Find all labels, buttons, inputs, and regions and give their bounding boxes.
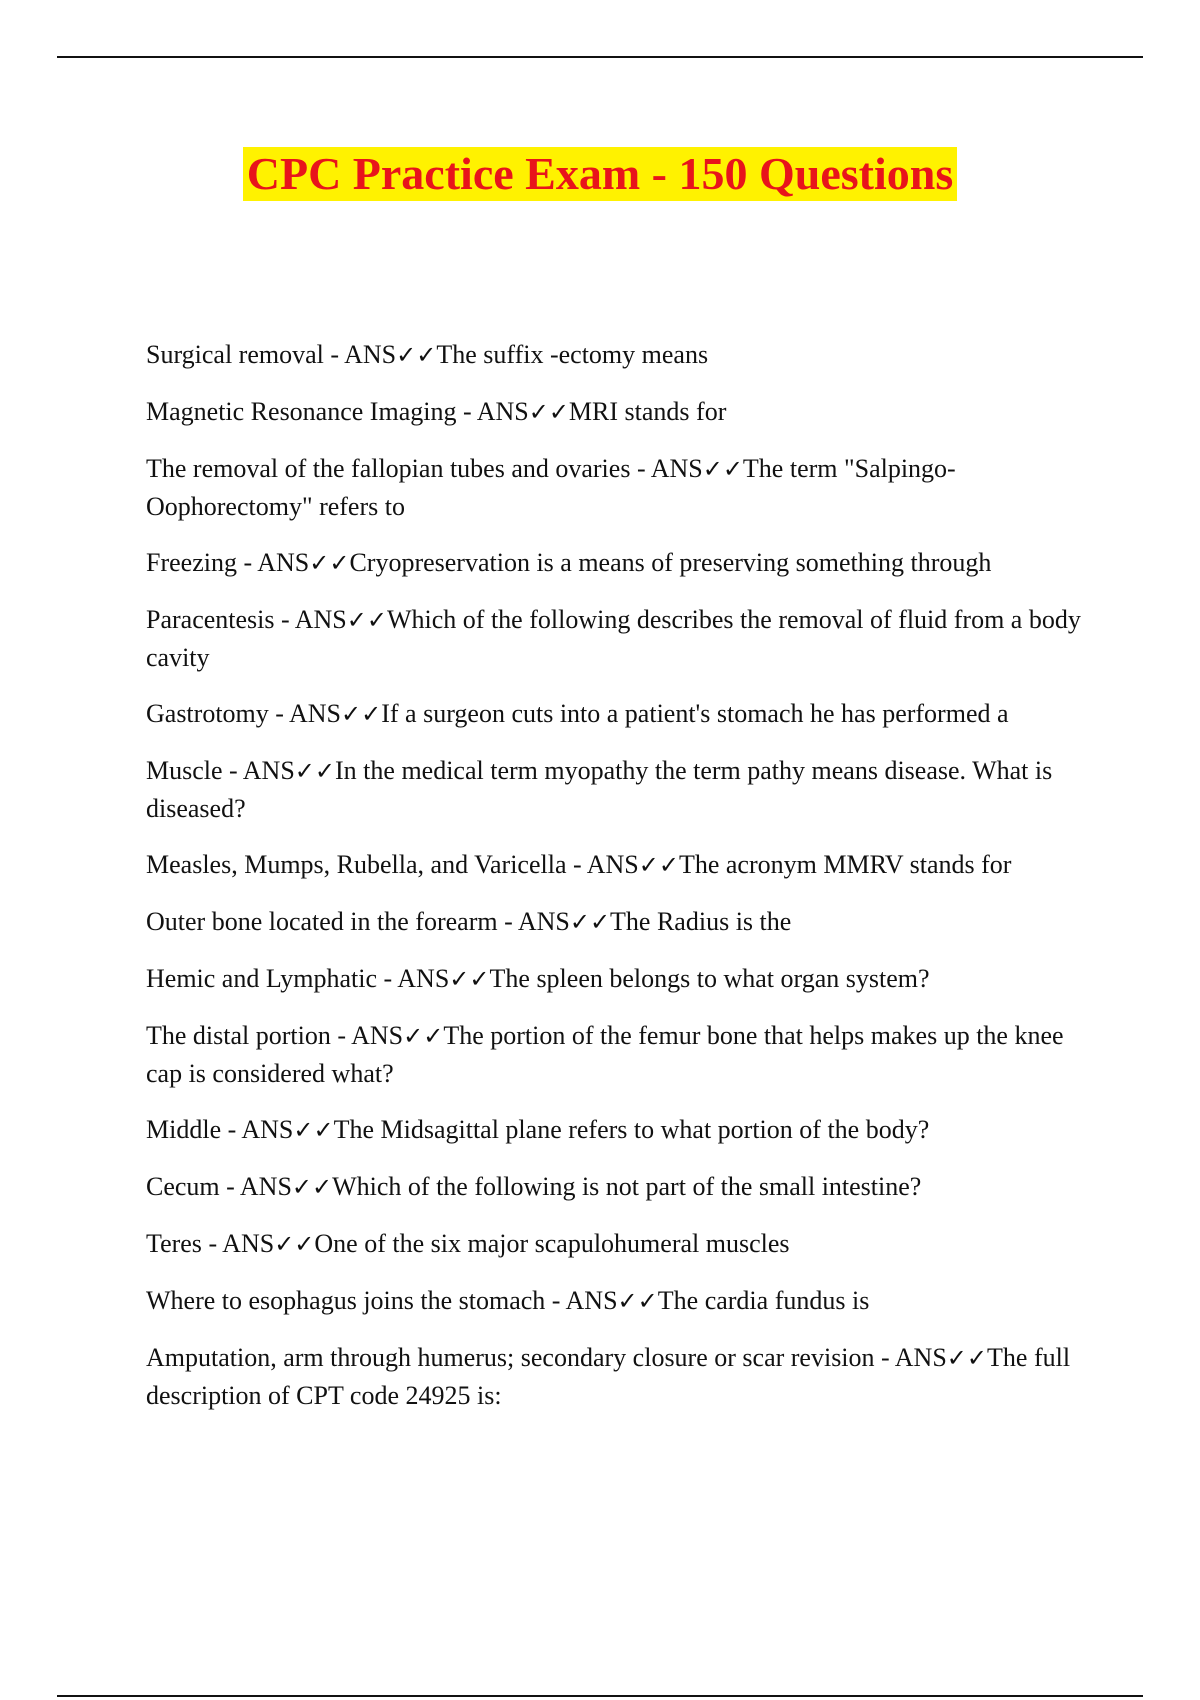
- check-marks: ✓✓: [638, 851, 679, 879]
- answer-text: Paracentesis: [146, 605, 275, 634]
- separator: -: [497, 907, 518, 936]
- qa-item: [146, 695, 1096, 733]
- question-text: One of the six major scapulohumeral muscles: [314, 1229, 790, 1258]
- bottom-rule: [57, 1695, 1143, 1697]
- answer-text: Muscle: [146, 756, 223, 785]
- answer-marker: ANS: [894, 1343, 947, 1372]
- check-marks: ✓✓: [946, 1344, 988, 1372]
- answer-marker: ANS: [517, 907, 570, 936]
- separator: -: [377, 964, 398, 993]
- answer-text: Surgical removal: [146, 340, 324, 369]
- separator: -: [221, 1115, 242, 1144]
- top-rule: [57, 56, 1143, 58]
- answer-text: Gastrotomy: [146, 699, 269, 728]
- question-text: The Midsagittal plane refers to what portion of the body?: [333, 1115, 930, 1144]
- separator: -: [222, 756, 243, 785]
- qa-item: [146, 1168, 1096, 1206]
- question-text: Cryopreservation is a means of preserving something through: [349, 548, 992, 577]
- answer-marker: ANS: [257, 548, 310, 577]
- answer-marker: ANS: [351, 1021, 404, 1050]
- question-text: The suffix -ectomy means: [436, 340, 709, 369]
- check-marks: ✓✓: [528, 398, 569, 426]
- separator: -: [219, 1172, 240, 1201]
- answer-marker: ANS: [650, 454, 703, 483]
- separator: -: [330, 1021, 352, 1050]
- answer-text: Amputation, arm through humerus; secondary closure or scar revision: [146, 1343, 875, 1372]
- separator: -: [874, 1343, 895, 1372]
- answer-text: Hemic and Lymphatic: [146, 964, 378, 993]
- separator: -: [323, 340, 345, 369]
- answer-text: Outer bone located in the forearm: [146, 907, 498, 936]
- question-text: The spleen belongs to what organ system?: [489, 964, 930, 993]
- answer-marker: ANS: [565, 1286, 618, 1315]
- question-text: Which of the following is not part of the small intestine?: [332, 1172, 922, 1201]
- answer-text: Magnetic Resonance Imaging: [146, 397, 457, 426]
- qa-item: [146, 846, 1096, 884]
- qa-item: [146, 601, 1096, 676]
- answer-text: The distal portion: [146, 1021, 331, 1050]
- separator: -: [201, 1229, 223, 1258]
- check-marks: ✓✓: [396, 341, 437, 369]
- answer-marker: ANS: [586, 850, 639, 879]
- qa-list: [146, 336, 1096, 1433]
- check-marks: ✓✓: [702, 455, 743, 483]
- check-marks: ✓✓: [449, 965, 490, 993]
- answer-marker: ANS: [294, 605, 347, 634]
- qa-item: [146, 544, 1096, 582]
- check-marks: ✓✓: [341, 700, 382, 728]
- answer-text: Measles, Mumps, Rubella, and Varicella: [146, 850, 567, 879]
- qa-item: [146, 336, 1096, 374]
- page-title: CPC Practice Exam - 150 Questions: [243, 147, 958, 201]
- answer-marker: ANS: [344, 340, 397, 369]
- qa-item: [146, 960, 1096, 998]
- separator: -: [268, 699, 289, 728]
- qa-item: [146, 450, 1096, 525]
- separator: -: [545, 1286, 566, 1315]
- qa-item: [146, 1017, 1096, 1092]
- answer-text: The removal of the fallopian tubes and ovaries: [146, 454, 631, 483]
- qa-item: [146, 1111, 1096, 1149]
- question-text: The term "Salpingo-Oophorectomy" refers to: [146, 454, 956, 521]
- question-text: MRI stands for: [568, 397, 727, 426]
- check-marks: ✓✓: [309, 549, 350, 577]
- qa-item: [146, 1225, 1096, 1263]
- check-marks: ✓✓: [403, 1022, 444, 1050]
- answer-marker: ANS: [289, 699, 342, 728]
- separator: -: [236, 548, 258, 577]
- qa-item: [146, 1339, 1096, 1414]
- answer-text: Freezing: [146, 548, 237, 577]
- check-marks: ✓✓: [291, 1173, 333, 1201]
- answer-marker: ANS: [239, 1172, 292, 1201]
- question-text: In the medical term myopathy the term pathy means disease. What is diseased?: [146, 756, 1053, 823]
- qa-item: [146, 752, 1096, 827]
- check-marks: ✓✓: [346, 606, 387, 634]
- question-text: The acronym MMRV stands for: [678, 850, 1012, 879]
- check-marks: ✓✓: [569, 908, 611, 936]
- question-text: The portion of the femur bone that helps makes up the knee cap is considered what?: [146, 1021, 1064, 1088]
- title-container: [0, 147, 1200, 201]
- answer-text: Middle: [146, 1115, 222, 1144]
- check-marks: ✓✓: [293, 1116, 334, 1144]
- separator: -: [630, 454, 651, 483]
- answer-marker: ANS: [476, 397, 529, 426]
- separator: -: [566, 850, 587, 879]
- answer-marker: ANS: [242, 756, 295, 785]
- qa-item: [146, 393, 1096, 431]
- answer-marker: ANS: [397, 964, 450, 993]
- check-marks: ✓✓: [617, 1287, 658, 1315]
- answer-marker: ANS: [222, 1229, 275, 1258]
- answer-text: Teres: [146, 1229, 202, 1258]
- question-text: If a surgeon cuts into a patient's stomach he has performed a: [381, 699, 1009, 728]
- qa-item: [146, 903, 1096, 941]
- separator: -: [456, 397, 477, 426]
- question-text: The cardia fundus is: [657, 1286, 870, 1315]
- qa-item: [146, 1282, 1096, 1320]
- check-marks: ✓✓: [274, 1230, 315, 1258]
- answer-marker: ANS: [241, 1115, 294, 1144]
- question-text: The Radius is the: [610, 907, 792, 936]
- separator: -: [274, 605, 295, 634]
- question-text: Which of the following describes the removal of fluid from a body cavity: [146, 605, 1081, 672]
- question-text: The full description of CPT code 24925 is:: [146, 1343, 1071, 1410]
- answer-text: Where to esophagus joins the stomach: [146, 1286, 546, 1315]
- answer-text: Cecum: [146, 1172, 220, 1201]
- check-marks: ✓✓: [294, 757, 336, 785]
